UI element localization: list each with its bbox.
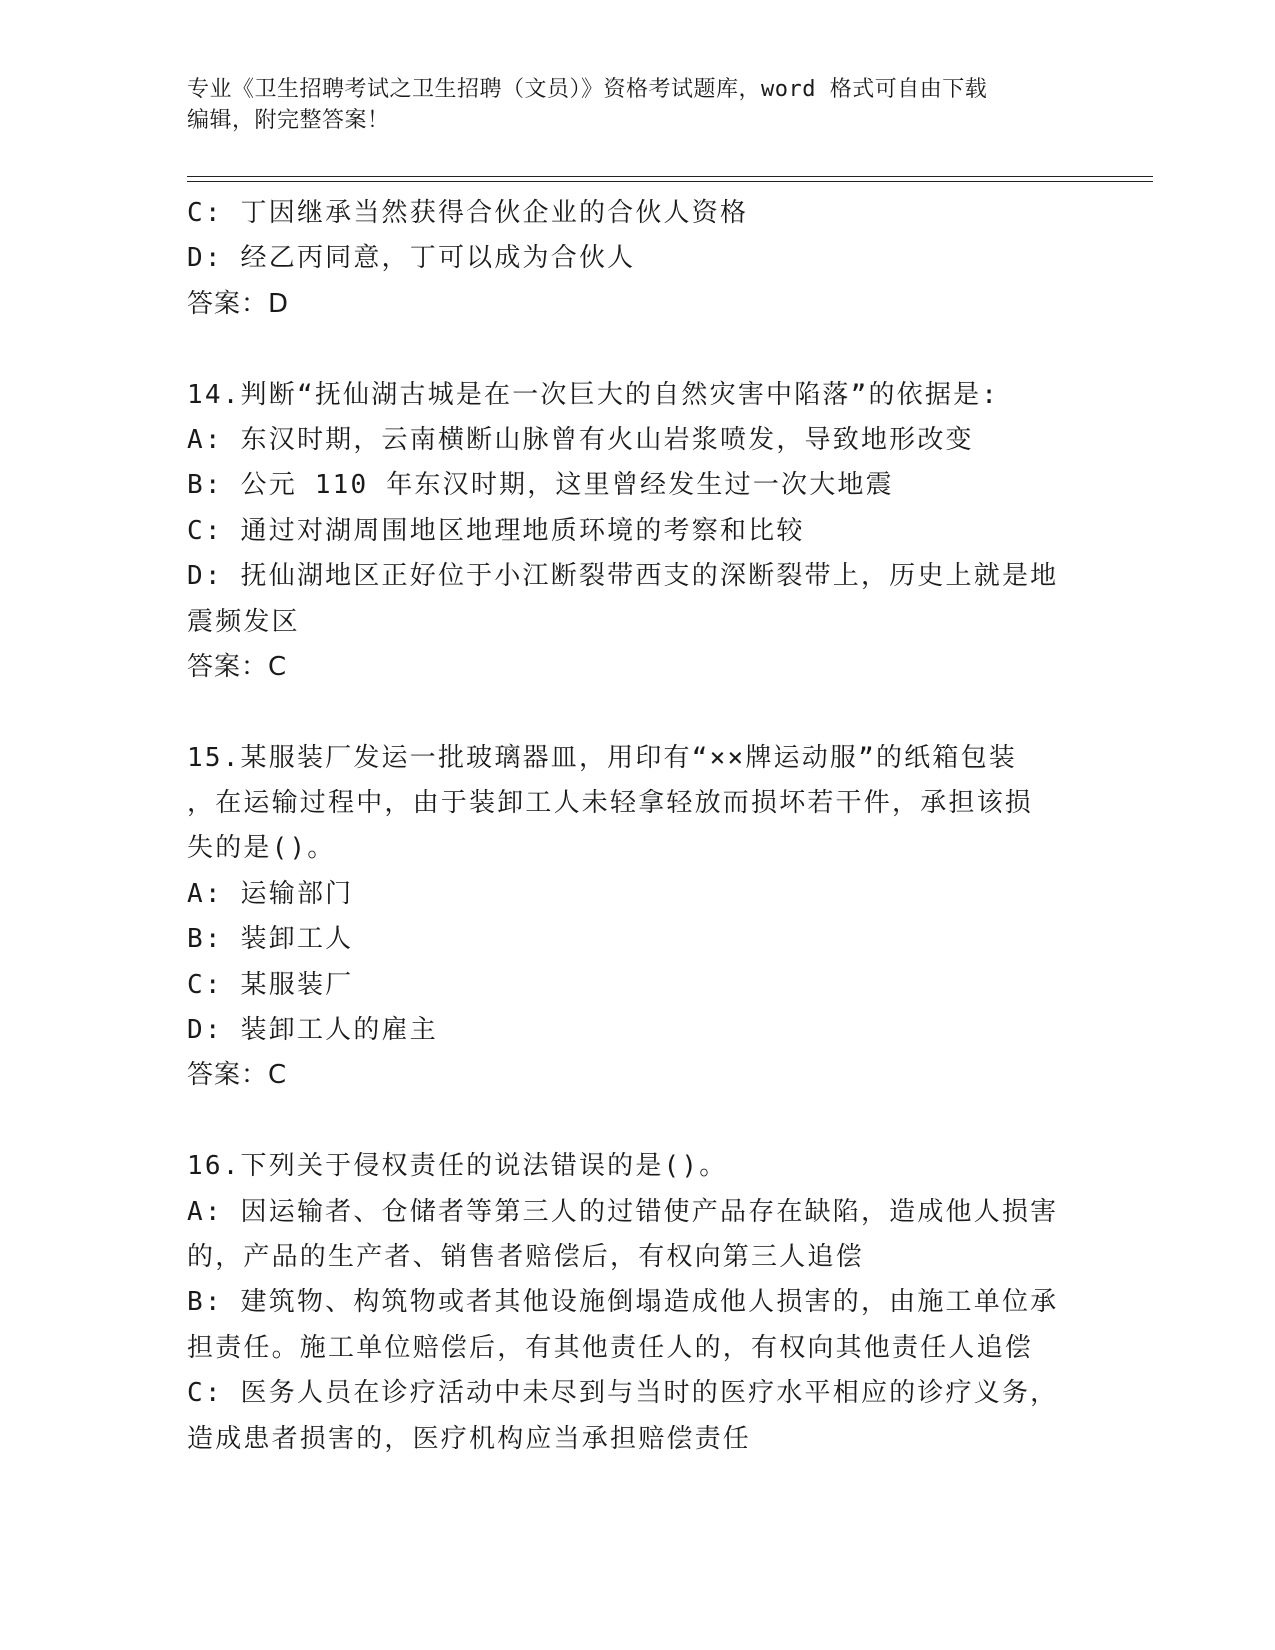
spacer <box>187 690 1087 735</box>
option-d: D: 经乙丙同意，丁可以成为合伙人 <box>187 243 636 274</box>
option-a-continued: 的，产品的生产者、销售者赔偿后，有权向第三人追偿 <box>187 1241 864 1272</box>
spacer <box>187 327 1087 372</box>
option-c: C: 通过对湖周围地区地理地质环境的考察和比较 <box>187 515 805 546</box>
question-stem: 14.判断“抚仙湖古城是在一次巨大的自然灾害中陷落”的依据是: <box>187 379 1000 410</box>
header-line: 编辑，附完整答案！ <box>187 108 390 133</box>
option-b: B: 公元 110 年东汉时期，这里曾经发生过一次大地震 <box>187 470 894 501</box>
answer: 答案：D <box>187 288 290 319</box>
question-stem-continued: 失的是()。 <box>187 833 336 864</box>
question-list <box>187 191 1087 1462</box>
spacer <box>187 1099 1087 1144</box>
option-c: C: 丁因继承当然获得合伙企业的合伙人资格 <box>187 198 749 228</box>
option-b-continued: 担责任。施工单位赔偿后，有其他责任人的，有权向其他责任人追偿 <box>187 1332 1034 1363</box>
option-a: A: 东汉时期，云南横断山脉曾有火山岩浆喷发，导致地形改变 <box>187 424 974 455</box>
question-14 <box>187 373 1087 691</box>
option-a: A: 运输部门 <box>187 878 354 909</box>
page-header <box>187 74 1067 136</box>
option-d: D: 装卸工人的雇主 <box>187 1015 438 1046</box>
option-c: C: 医务人员在诊疗活动中未尽到与当时的医疗水平相应的诊疗义务， <box>187 1378 1059 1409</box>
option-d-continued: 震频发区 <box>187 606 300 637</box>
option-c-continued: 造成患者损害的，医疗机构应当承担赔偿责任 <box>187 1423 752 1454</box>
question-stem: 16.下列关于侵权责任的说法错误的是()。 <box>187 1151 728 1182</box>
header-divider <box>187 181 1153 182</box>
option-c: C: 某服装厂 <box>187 969 354 1000</box>
option-b: B: 装卸工人 <box>187 924 354 955</box>
question-16 <box>187 1144 1087 1462</box>
option-d: D: 抚仙湖地区正好位于小江断裂带西支的深断裂带上，历史上就是地 <box>187 561 1059 592</box>
question-stem: 15.某服装厂发运一批玻璃器皿，用印有“××牌运动服”的纸箱包装 <box>187 742 1017 773</box>
option-b: B: 建筑物、构筑物或者其他设施倒塌造成他人损害的，由施工单位承 <box>187 1287 1059 1318</box>
question-13 <box>187 191 1087 327</box>
answer: 答案：C <box>187 1060 288 1091</box>
option-a: A: 因运输者、仓储者等第三人的过错使产品存在缺陷，造成他人损害 <box>187 1196 1059 1227</box>
header-divider <box>187 176 1153 177</box>
answer: 答案：C <box>187 651 288 682</box>
question-15 <box>187 736 1087 1099</box>
question-stem-continued: ，在运输过程中，由于装卸工人未轻拿轻放而损坏若干件，承担该损 <box>187 788 1034 819</box>
header-line: 专业《卫生招聘考试之卫生招聘（文员）》资格考试题库，word 格式可自由下载 <box>187 77 988 102</box>
